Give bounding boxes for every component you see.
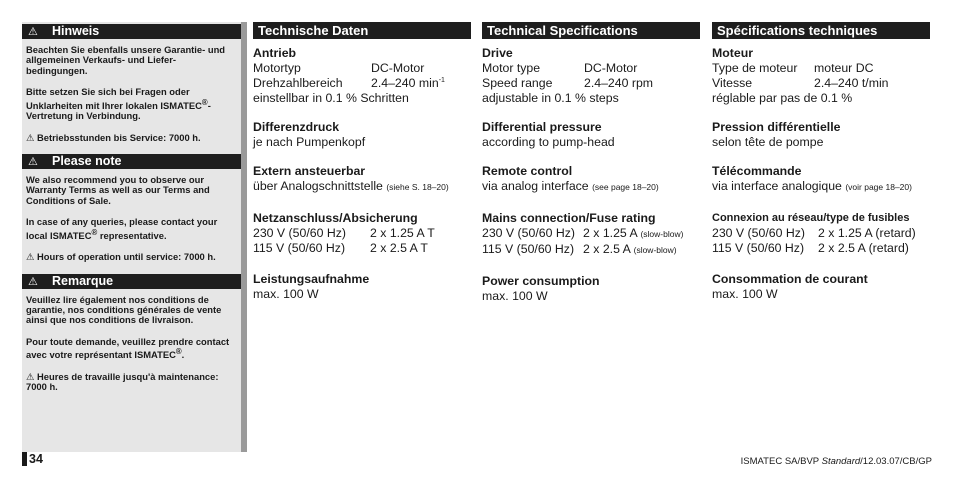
hinweis-warranty-text: Beachten Sie ebenfalls unsere Garantie- und allgemeinen Verkaufs- und Liefer- bedingungen. — [26, 44, 226, 76]
de-drive-section: Antrieb Motortyp DC-Motor Drehzahlbereich 2.4–240 $\min^{-1}$ einstellbar in 0.1 % Schritten — [253, 46, 471, 106]
page-marker-bar — [22, 452, 27, 466]
de-speed-row: Drehzahlbereich 2.4–240 $\min^{-1}$ — [253, 76, 445, 90]
de-diff-section: Differenzdruck je nach Pumpenkopf — [253, 120, 366, 149]
notes-sidebar — [22, 22, 247, 452]
en-mains-section: Mains connection/Fuse rating 230 V (50/60 Hz) 2 x 1.25 A (slow-blow) 115 V (50/60 Hz) 2 x 2.5 A (slow-blow) — [482, 211, 684, 256]
en-drive-section: Drive Motor type DC-Motor Speed range 2.4–240 rpm adjustable in 0.1 % steps — [482, 46, 654, 105]
de-power-section: Leistungsaufnahme max. 100 W — [253, 272, 370, 301]
hinweis-title: Hinweis — [52, 24, 100, 38]
please-note-contact-text: In case of any queries, please contact your local ISMATEC® representative. — [26, 216, 218, 241]
please-note-warranty-text: We also recommend you to observe our Warranty Terms as well as our Terms and Conditions of Sale. — [26, 173, 210, 206]
german-specs-header: Technische Daten — [253, 22, 471, 39]
please-note-title: Please note — [52, 153, 122, 168]
en-diff-section: Differential pressure according to pump-head — [482, 120, 615, 149]
remarque-title: Remarque — [52, 273, 114, 288]
fr-power-section: Consommation de courant max. 100 W — [712, 272, 868, 301]
de-motor-row: Motortyp DC-Motor — [253, 61, 425, 75]
french-specs-header: Spécifications techniques — [712, 22, 930, 39]
remarque-contact-text: Pour toute demande, veuillez prendre contact avec votre représentant ISMATEC®. — [26, 335, 230, 361]
hinweis-header — [22, 24, 241, 39]
please-note-body — [22, 169, 241, 272]
english-specs-column — [482, 22, 700, 304]
de-adjust-row: einstellbar in 0.1 % Schritten — [253, 91, 409, 105]
german-specs-column — [253, 22, 471, 302]
warning-icon: ⚠ — [28, 275, 38, 288]
fr-diff-section: Pression différentielle selon tête de pompe — [712, 120, 841, 149]
fr-remote-section: Télécommande via interface analogique (voir page 18–20) — [712, 164, 912, 193]
warning-icon: ⚠ — [26, 370, 35, 382]
remarque-warranty-text: Veuillez lire également nos conditions de garantie, nos conditions générales de vente ainsi que nos conditions de livraison. — [26, 293, 222, 326]
warning-icon: ⚠ — [26, 131, 35, 143]
en-power-section: Power consumption max. 100 W — [482, 274, 600, 303]
please-note-header — [22, 154, 241, 169]
hinweis-service-hours: ⚠ Betriebsstunden bis Service: 7000 h. — [26, 131, 201, 143]
french-specs-column — [712, 22, 930, 302]
english-specs-header: Technical Specifications — [482, 22, 700, 39]
remarque-service-hours: ⚠ Heures de travaille jusqu'à maintenance: 7000 h. — [26, 370, 219, 393]
remarque-body — [22, 289, 241, 402]
hinweis-contact-text: Bitte setzen Sie sich bei Fragen oder Unklarheiten mit Ihrer lokalen ISMATEC®-Vertretung in Verbindung. — [26, 86, 211, 122]
document-reference: ISMATEC SA/BVP Standard/12.03.07/CB/GP — [740, 456, 932, 467]
de-mains-section: Netzanschluss/Absicherung 230 V (50/60 Hz) 2 x 1.25 A T 115 V (50/60 Hz) 2 x 2.5 A T — [253, 211, 435, 255]
fr-drive-section: Moteur Type de moteur moteur DC Vitesse 2.4–240 t/min réglable par pas de 0.1 % — [712, 46, 889, 105]
remarque-header — [22, 274, 241, 289]
page-number: 34 — [22, 452, 43, 466]
please-note-service-hours: ⚠ Hours of operation until service: 7000 h. — [26, 251, 216, 263]
fr-mains-section: Connexion au réseau/type de fusibles 230 V (50/60 Hz) 2 x 1.25 A (retard) 115 V (50/60 Hz) 2 x 2.5 A (retard) — [712, 212, 916, 255]
warning-icon: ⚠ — [28, 26, 38, 38]
de-remote-section: Extern ansteuerbar über Analogschnittstelle (siehe S. 18–20) — [253, 164, 449, 193]
en-remote-section: Remote control via analog interface (see page 18–20) — [482, 164, 659, 193]
warning-icon: ⚠ — [26, 251, 35, 263]
hinweis-body — [22, 39, 241, 152]
warning-icon: ⚠ — [28, 155, 38, 168]
